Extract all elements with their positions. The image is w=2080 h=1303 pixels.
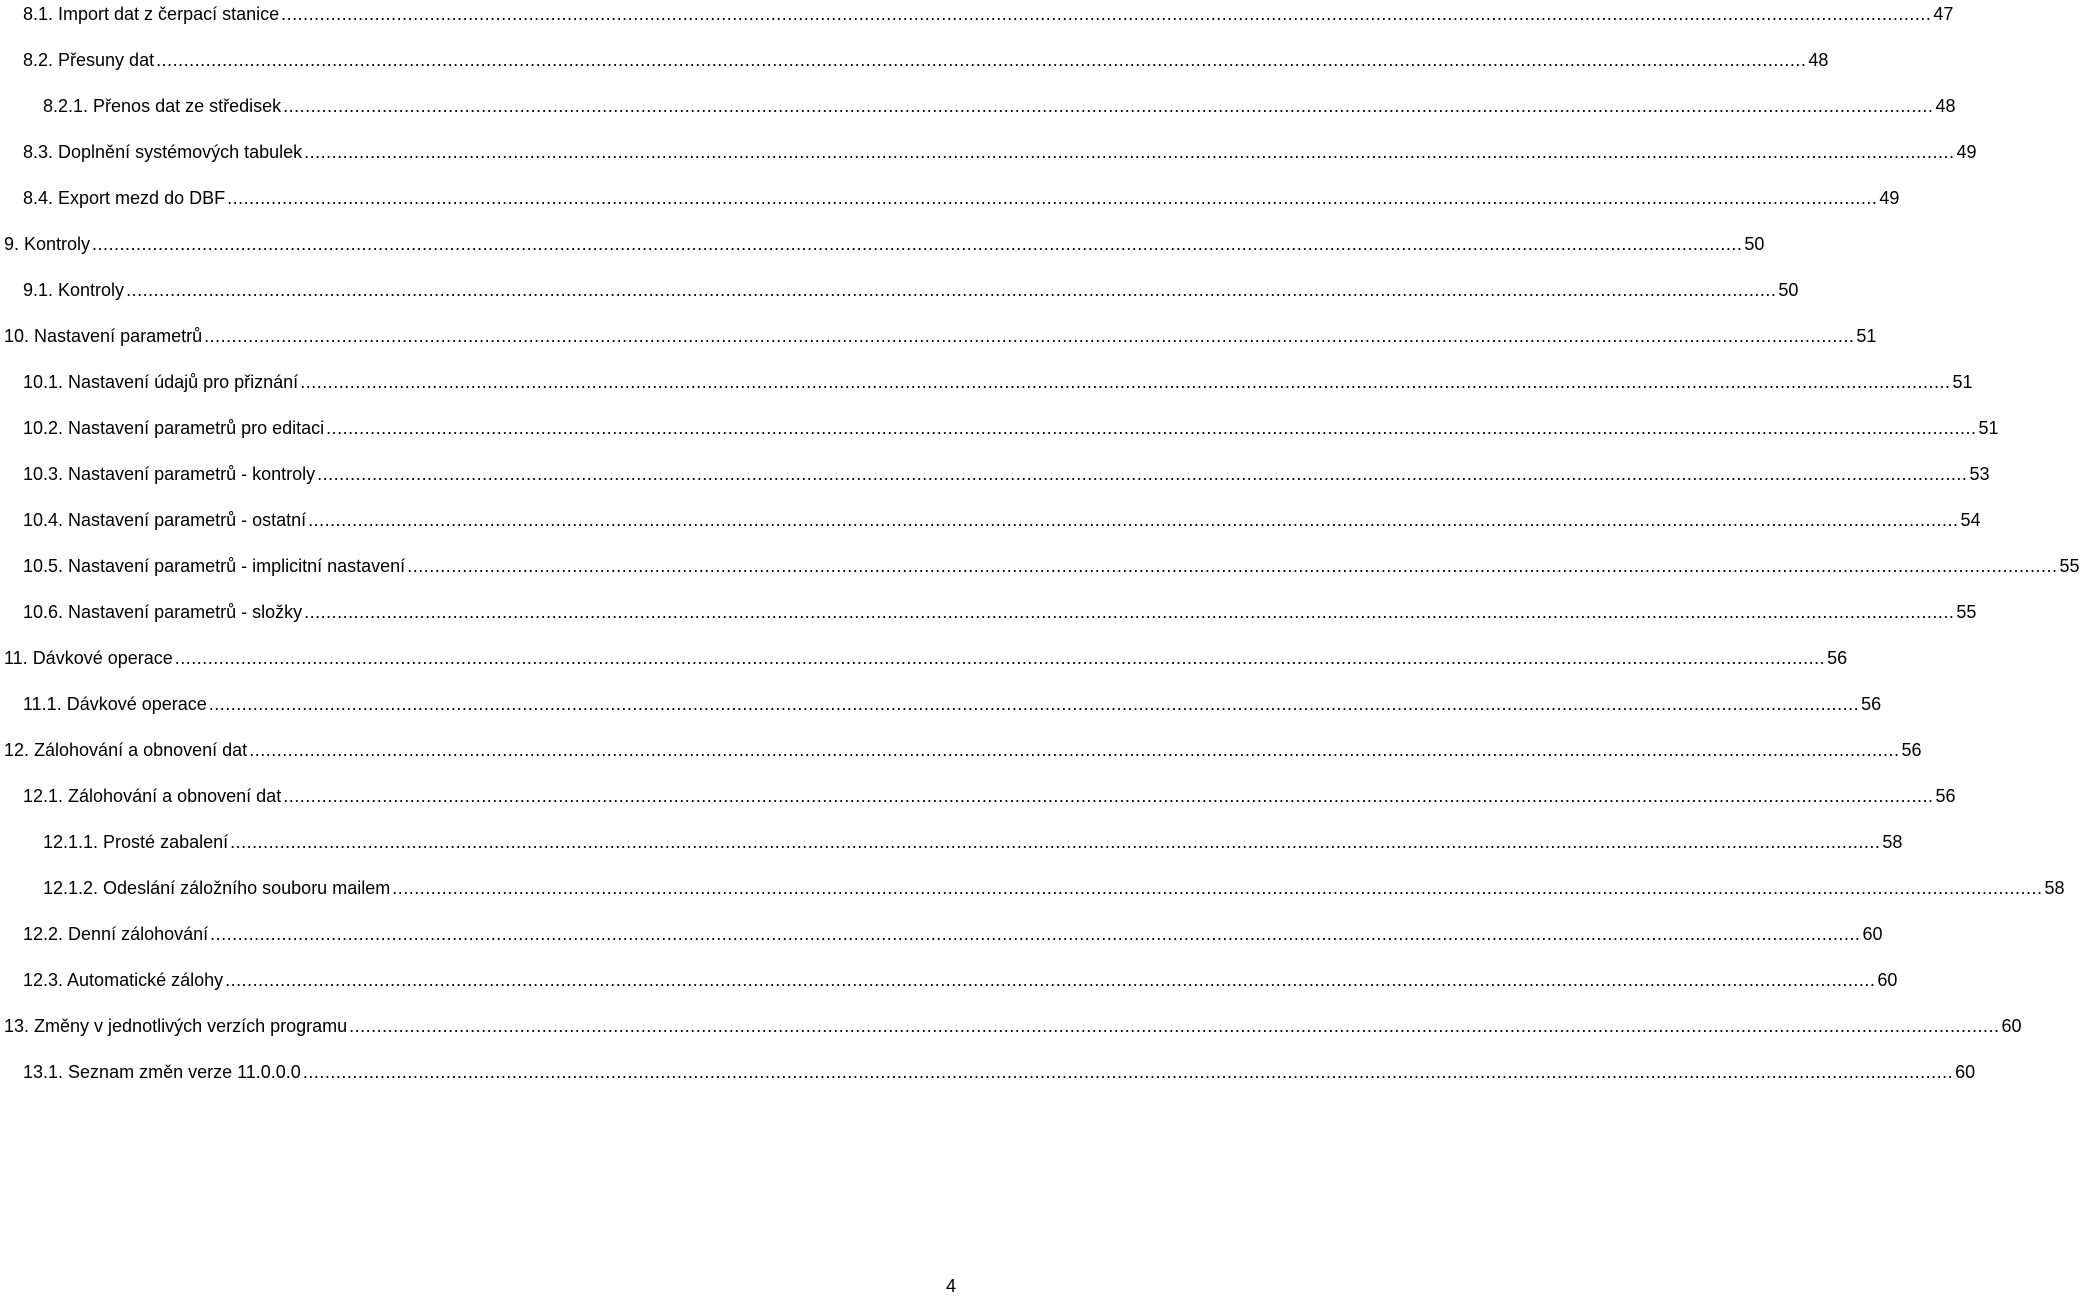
toc-entry[interactable] [23, 506, 1981, 534]
toc-entry[interactable] [23, 46, 1829, 74]
toc-row[interactable] [0, 966, 1898, 994]
toc-leader-dots: ............................................................................................................................................................................................................................................................................................................ [317, 464, 1968, 484]
toc-page-number: 60 [2001, 1016, 2022, 1036]
toc-page-number: 58 [1882, 832, 1903, 852]
toc-page-number: 51 [1952, 372, 1973, 392]
toc-leader-dots: ............................................................................................................................................................................................................................................................................................................ [156, 50, 1807, 70]
toc-leader-dots: ............................................................................................................................................................................................................................................................................................................ [283, 786, 1934, 806]
toc-title: 10.5. Nastavení parametrů - implicitní nastavení [23, 556, 406, 576]
toc-page-number: 51 [1978, 418, 1999, 438]
page-number: 4 [945, 1276, 956, 1296]
toc-row[interactable] [0, 138, 1977, 166]
toc-entry[interactable] [43, 828, 1903, 856]
toc-leader-dots: ............................................................................................................................................................................................................................................................................................................ [407, 556, 2058, 576]
toc-page-number: 48 [1935, 96, 1956, 116]
toc-leader-dots: ............................................................................................................................................................................................................................................................................................................ [392, 878, 2043, 898]
toc-row[interactable] [0, 1012, 2022, 1040]
toc-leader-dots: ............................................................................................................................................................................................................................................................................................................ [208, 694, 1860, 714]
toc-title: 8.2.1. Přenos dat ze středisek [43, 96, 282, 116]
toc-page-number: 55 [1956, 602, 1977, 622]
toc-entry[interactable] [23, 184, 1900, 212]
toc-entry[interactable] [23, 138, 1977, 166]
toc-page-number: 49 [1956, 142, 1977, 162]
toc-page-number: 53 [1969, 464, 1990, 484]
toc-page-number: 60 [1877, 970, 1898, 990]
toc-title: 12.1.2. Odeslání záložního souboru mailem [43, 878, 391, 898]
toc-title: 11. Dávkové operace [4, 648, 173, 668]
toc-entry[interactable] [23, 598, 1977, 626]
toc-leader-dots: ............................................................................................................................................................................................................................................................................................................ [302, 1062, 1954, 1082]
toc-leader-dots: ............................................................................................................................................................................................................................................................................................................ [227, 188, 1878, 208]
toc-row[interactable] [0, 46, 1829, 74]
toc-row[interactable] [0, 184, 1900, 212]
toc-page-number: 50 [1744, 234, 1765, 254]
toc-entry[interactable] [23, 368, 1973, 396]
toc-row[interactable] [0, 506, 1981, 534]
toc-row[interactable] [0, 552, 2080, 580]
toc-leader-dots: ............................................................................................................................................................................................................................................................................................................ [174, 648, 1826, 668]
toc-row[interactable] [0, 1058, 1976, 1086]
toc-row[interactable] [0, 276, 1799, 304]
toc-title: 9.1. Kontroly [23, 280, 125, 300]
toc-leader-dots: ............................................................................................................................................................................................................................................................................................................ [283, 96, 1934, 116]
toc-leader-dots: ............................................................................................................................................................................................................................................................................................................ [204, 326, 1855, 346]
toc-entry[interactable] [4, 1012, 2022, 1040]
toc-entry[interactable] [4, 644, 1848, 672]
toc-page-number: 56 [1861, 694, 1882, 714]
toc-title: 12.1.1. Prosté zabalení [43, 832, 229, 852]
toc-leader-dots: ............................................................................................................................................................................................................................................................................................................ [300, 372, 1951, 392]
toc-row[interactable] [0, 644, 1848, 672]
toc-title: 12. Zálohování a obnovení dat [4, 740, 248, 760]
toc-entry[interactable] [4, 230, 1765, 258]
toc-title: 12.3. Automatické zálohy [23, 970, 224, 990]
toc-entry[interactable] [43, 874, 2065, 902]
toc-page-number: 51 [1856, 326, 1877, 346]
toc-row[interactable] [0, 736, 1922, 764]
toc-row[interactable] [0, 828, 1903, 856]
toc-title: 8.4. Export mezd do DBF [23, 188, 226, 208]
toc-leader-dots: ............................................................................................................................................................................................................................................................................................................ [249, 740, 1900, 760]
toc-row[interactable] [0, 0, 1954, 28]
toc-page-number: 60 [1955, 1062, 1976, 1082]
toc-entry[interactable] [23, 1058, 1976, 1086]
toc-page-number: 47 [1933, 4, 1954, 24]
toc-leader-dots: ............................................................................................................................................................................................................................................................................................................ [230, 832, 1881, 852]
toc-title: 10. Nastavení parametrů [4, 326, 203, 346]
toc-page-number: 56 [1827, 648, 1848, 668]
toc-entry[interactable] [23, 552, 2080, 580]
toc-row[interactable] [0, 322, 1877, 350]
toc-page-number: 50 [1778, 280, 1799, 300]
toc-page-number: 56 [1935, 786, 1956, 806]
toc-title: 12.2. Denní zálohování [23, 924, 209, 944]
toc-leader-dots: ............................................................................................................................................................................................................................................................................................................ [304, 142, 1955, 162]
toc-row[interactable] [0, 874, 2065, 902]
toc-entry[interactable] [23, 0, 1954, 28]
toc-leader-dots: ............................................................................................................................................................................................................................................................................................................ [349, 1016, 2000, 1036]
toc-row[interactable] [0, 782, 1956, 810]
toc-page-number: 49 [1879, 188, 1900, 208]
toc-leader-dots: ............................................................................................................................................................................................................................................................................................................ [210, 924, 1861, 944]
toc-leader-dots: ............................................................................................................................................................................................................................................................................................................ [304, 602, 1955, 622]
toc-entry[interactable] [23, 414, 1999, 442]
toc-row[interactable] [0, 598, 1977, 626]
toc-page-number: 56 [1901, 740, 1922, 760]
toc-row[interactable] [0, 690, 1882, 718]
toc-leader-dots: ............................................................................................................................................................................................................................................................................................................ [126, 280, 1777, 300]
toc-page-number: 55 [2059, 556, 2080, 576]
toc-entry[interactable] [23, 690, 1882, 718]
toc-title: 13.1. Seznam změn verze 11.0.0.0 [23, 1062, 301, 1082]
toc-leader-dots: ............................................................................................................................................................................................................................................................................................................ [281, 4, 1932, 24]
toc-page-number: 58 [2044, 878, 2065, 898]
toc-title: 12.1. Zálohování a obnovení dat [23, 786, 282, 806]
toc-title: 10.2. Nastavení parametrů pro editaci [23, 418, 325, 438]
toc-row[interactable] [0, 92, 1956, 120]
toc-title: 10.1. Nastavení údajů pro přiznání [23, 372, 299, 392]
toc-leader-dots: ............................................................................................................................................................................................................................................................................................................ [308, 510, 1959, 530]
toc-title: 10.4. Nastavení parametrů - ostatní [23, 510, 307, 530]
toc-row[interactable] [0, 230, 1765, 258]
toc-title: 9. Kontroly [4, 234, 91, 254]
toc-leader-dots: ............................................................................................................................................................................................................................................................................................................ [326, 418, 1977, 438]
toc-title: 11.1. Dávkové operace [23, 694, 207, 714]
toc-entry[interactable] [4, 736, 1922, 764]
toc-leader-dots: ............................................................................................................................................................................................................................................................................................................ [92, 234, 1743, 254]
toc-page-number: 48 [1808, 50, 1829, 70]
toc-title: 8.2. Přesuny dat [23, 50, 155, 70]
toc-entry[interactable] [43, 92, 1956, 120]
toc-row[interactable] [0, 920, 1883, 948]
toc-row[interactable] [0, 368, 1973, 396]
toc-title: 8.1. Import dat z čerpací stanice [23, 4, 280, 24]
toc-row[interactable] [0, 460, 1990, 488]
toc-entry[interactable] [23, 460, 1990, 488]
toc-entry[interactable] [23, 966, 1898, 994]
toc-leader-dots: ............................................................................................................................................................................................................................................................................................................ [225, 970, 1876, 990]
toc-row[interactable] [0, 414, 1999, 442]
toc-title: 10.3. Nastavení parametrů - kontroly [23, 464, 316, 484]
toc-entry[interactable] [4, 322, 1877, 350]
toc-page-number: 54 [1960, 510, 1981, 530]
toc-entry[interactable] [23, 782, 1956, 810]
toc-entry[interactable] [23, 920, 1883, 948]
toc-title: 10.6. Nastavení parametrů - složky [23, 602, 303, 622]
toc-page-number: 60 [1862, 924, 1883, 944]
toc-title: 8.3. Doplnění systémových tabulek [23, 142, 303, 162]
toc-title: 13. Změny v jednotlivých verzích programu [4, 1016, 348, 1036]
toc-entry[interactable] [23, 276, 1799, 304]
